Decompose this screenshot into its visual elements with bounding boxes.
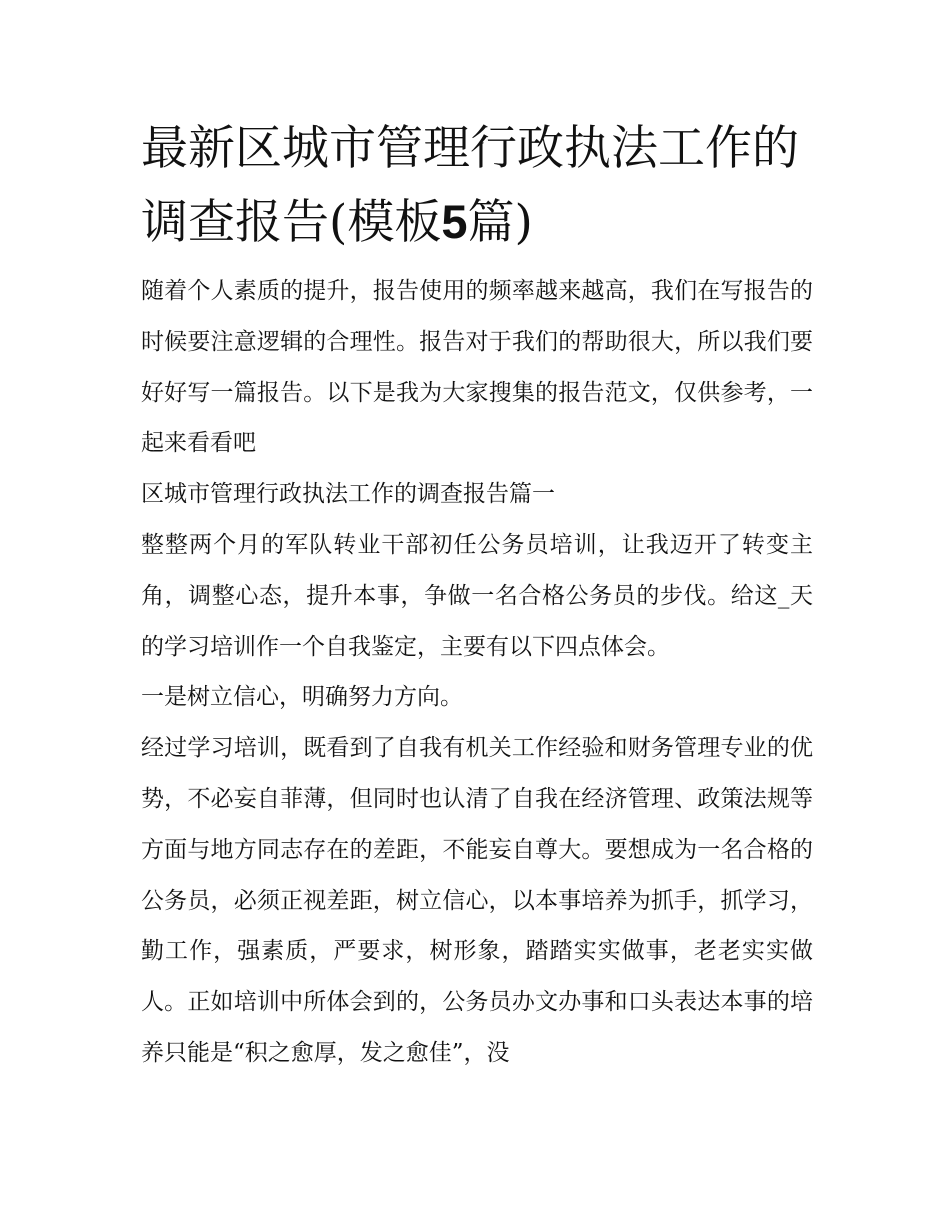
paragraph-list (141, 266, 813, 1079)
title-end: 篇) (467, 195, 533, 250)
point-one-heading: 一是树立信心，明确努力方向。 (141, 684, 463, 711)
paragraph-training: 整整两个月的军队转业干部初任公务员培训，让我迈开了转变主角，调整心态，提升本事，争做一名合格公务员的步伐。给这_天的学习培训作一个自我鉴定，主要有以下四点体会。 (141, 531, 813, 660)
title-number: 5 (441, 195, 468, 248)
document-title (141, 112, 813, 259)
title-main: 最新区城市管理行政执法工作的调查报告(模板 (141, 121, 799, 250)
paragraph-study: 经过学习培训，既看到了自我有机关工作经验和财务管理专业的优势，不必妄自菲薄，但同时也认清了自我在经济管理、政策法规等方面与地方同志存在的差距，不能妄自尊大。要想成为一名合格的公务员，必须正视差距，树立信心，以本事培养为抓手，抓学习，勤工作，强素质，严要求，树形象，踏踏实实做事，老老实实做人。正如培训中所体会到的，公务员办文办事和口头表达本事的培养只能是“积之愈厚，发之愈佳”，没 (141, 735, 813, 1066)
document-body (141, 112, 813, 1079)
section-heading: 区城市管理行政执法工作的调查报告篇一 (141, 481, 555, 508)
paragraph-intro: 随着个人素质的提升，报告使用的频率越来越高，我们在写报告的时候要注意逻辑的合理性。报告对于我们的帮助很大，所以我们要好好写一篇报告。以下是我为大家搜集的报告范文，仅供参考，一起来看看吧 (141, 278, 813, 457)
